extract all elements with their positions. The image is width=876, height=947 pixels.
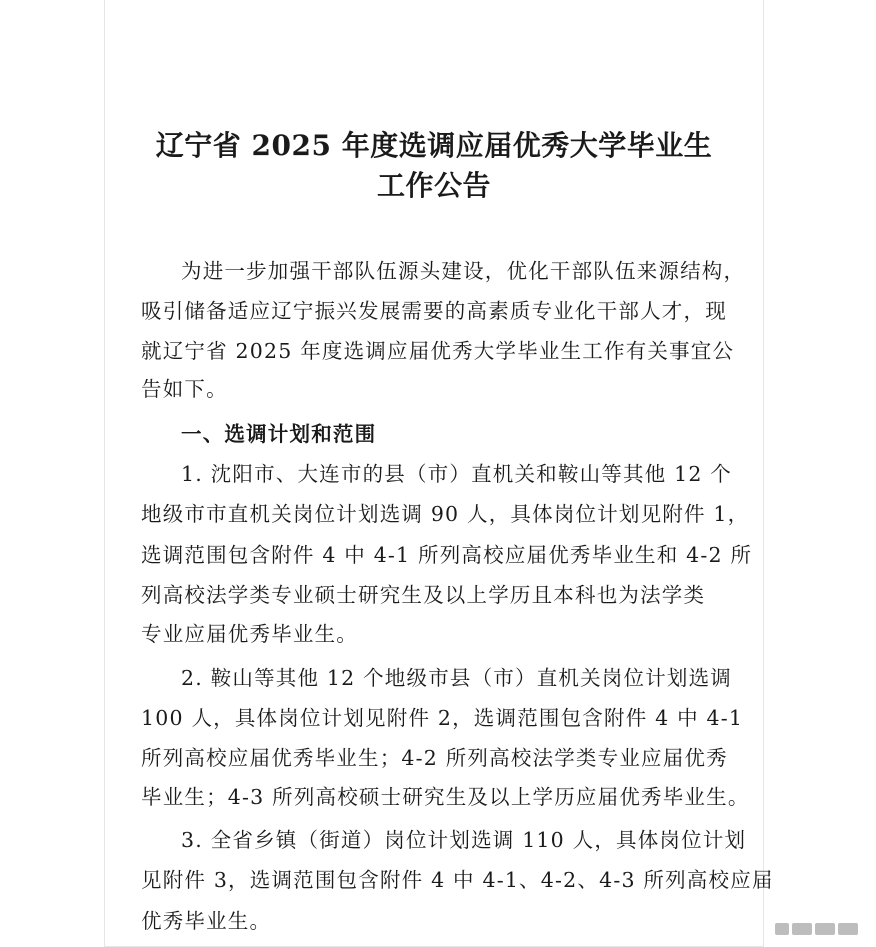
item-2-line-3: 所列高校应届优秀毕业生；4-2 所列高校法学类专业应届优秀 xyxy=(141,746,728,770)
document-title-line-2: 工作公告 xyxy=(376,169,491,202)
watermark-mark-icon xyxy=(775,923,789,935)
item-3-line-3: 优秀毕业生。 xyxy=(141,909,272,933)
document-page xyxy=(104,0,774,947)
item-3-line-1: 3. 全省乡镇（街道）岗位计划选调 110 人，具体岗位计划 xyxy=(181,828,747,852)
watermark-mark-icon xyxy=(815,923,835,935)
item-2-line-2: 100 人，具体岗位计划见附件 2，选调范围包含附件 4 中 4-1 xyxy=(141,706,744,730)
watermark-mark-icon xyxy=(792,923,812,935)
item-3-line-2: 见附件 3，选调范围包含附件 4 中 4-1、4-2、4-3 所列高校应届 xyxy=(141,868,774,892)
intro-line-3: 就辽宁省 2025 年度选调应届优秀大学毕业生工作有关事宜公 xyxy=(141,339,735,363)
document-title-line-1: 辽宁省 2025 年度选调应届优秀大学毕业生 xyxy=(155,129,713,162)
intro-line-4: 告如下。 xyxy=(141,377,228,401)
item-2-line-1: 2. 鞍山等其他 12 个地级市县（市）直机关岗位计划选调 xyxy=(181,666,732,690)
item-2-line-4: 毕业生；4-3 所列高校硕士研究生及以上学历应届优秀毕业生。 xyxy=(141,785,750,809)
item-1-line-4: 列高校法学类专业硕士研究生及以上学历且本科也为法学类 xyxy=(141,583,706,607)
item-1-line-1: 1. 沈阳市、大连市的县（市）直机关和鞍山等其他 12 个 xyxy=(181,462,732,486)
intro-line-2: 吸引储备适应辽宁振兴发展需要的高素质专业化干部人才，现 xyxy=(141,299,727,323)
section-heading-1: 一、选调计划和范围 xyxy=(181,422,377,446)
intro-line-1: 为进一步加强干部队伍源头建设，优化干部队伍来源结构， xyxy=(181,259,746,283)
item-1-line-5: 专业应届优秀毕业生。 xyxy=(141,622,358,646)
item-1-line-2: 地级市市直机关岗位计划选调 90 人，具体岗位计划见附件 1， xyxy=(141,502,750,526)
item-1-line-3: 选调范围包含附件 4 中 4-1 所列高校应届优秀毕业生和 4-2 所 xyxy=(141,543,753,567)
watermark-mark-icon xyxy=(838,923,858,935)
watermark xyxy=(775,923,858,935)
